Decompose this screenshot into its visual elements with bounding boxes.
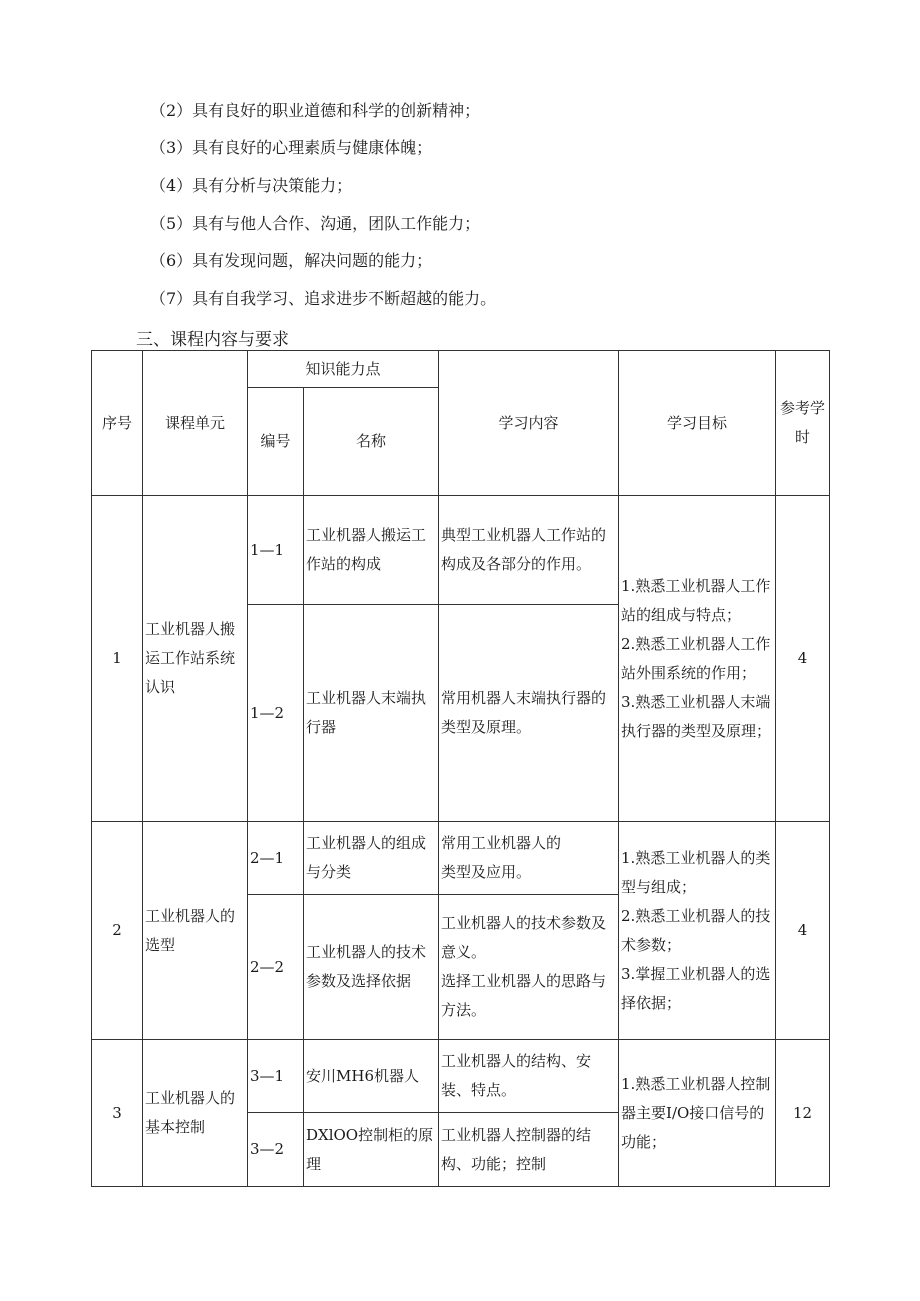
- table-row: [92, 1040, 830, 1113]
- ability-item: （4）具有分析与决策能力；: [150, 176, 353, 195]
- point-name: DXlOO控制柜的原理: [304, 1113, 439, 1187]
- header-knowledge: 知识能力点: [248, 351, 439, 388]
- header-seq: 序号: [92, 351, 143, 496]
- point-code: 2—2: [248, 895, 304, 1040]
- point-content: 工业机器人的结构、安装、特点。: [439, 1040, 619, 1113]
- section-title: 三、课程内容与要求: [136, 330, 289, 350]
- header-hours: 参考学时: [776, 351, 830, 496]
- header-content: 学习内容: [439, 351, 619, 496]
- point-content: 工业机器人的技术参数及意义。 选择工业机器人的思路与方法。: [439, 895, 619, 1040]
- unit-goal: 1.熟悉工业机器人的类型与组成； 2.熟悉工业机器人的技术参数； 3.掌握工业机器人的选择依据；: [619, 822, 776, 1040]
- point-name: 工业机器人的组成与分类: [304, 822, 439, 895]
- ability-item: （5）具有与他人合作、沟通，团队工作能力；: [150, 214, 481, 233]
- course-content-table: [91, 350, 830, 1187]
- table-row: [92, 496, 830, 605]
- point-content: 常用工业机器人的 类型及应用。: [439, 822, 619, 895]
- point-name: 工业机器人搬运工作站的构成: [304, 496, 439, 605]
- header-goal: 学习目标: [619, 351, 776, 496]
- unit-title: 工业机器人的基本控制: [143, 1040, 248, 1187]
- unit-goal: 1.熟悉工业机器人工作站的组成与特点； 2.熟悉工业机器人工作站外围系统的作用； 3.熟悉工业机器人末端执行器的类型及原理；: [619, 496, 776, 822]
- point-content: 工业机器人控制器的结构、功能；控制: [439, 1113, 619, 1187]
- ability-item: （6）具有发现问题，解决问题的能力；: [150, 251, 433, 270]
- ability-item: （7）具有自我学习、追求进步不断超越的能力。: [150, 289, 497, 308]
- point-content: 常用机器人末端执行器的类型及原理。: [439, 605, 619, 822]
- unit-goal: 1.熟悉工业机器人控制器主要I/O接口信号的功能；: [619, 1040, 776, 1187]
- unit-hours: 12: [776, 1040, 830, 1187]
- unit-hours: 4: [776, 496, 830, 822]
- point-name: 工业机器人的技术参数及选择依据: [304, 895, 439, 1040]
- point-code: 3—1: [248, 1040, 304, 1113]
- unit-hours: 4: [776, 822, 830, 1040]
- unit-seq: 3: [92, 1040, 143, 1187]
- point-code: 1—1: [248, 496, 304, 605]
- header-code: 编号: [248, 388, 304, 496]
- point-code: 2—1: [248, 822, 304, 895]
- header-name: 名称: [304, 388, 439, 496]
- ability-item: （3）具有良好的心理素质与健康体魄；: [150, 138, 433, 157]
- unit-seq: 1: [92, 496, 143, 822]
- point-code: 1—2: [248, 605, 304, 822]
- unit-title: 工业机器人的选型: [143, 822, 248, 1040]
- point-name: 工业机器人末端执行器: [304, 605, 439, 822]
- ability-item: （2）具有良好的职业道德和科学的创新精神；: [150, 101, 481, 120]
- point-content: 典型工业机器人工作站的构成及各部分的作用。: [439, 496, 619, 605]
- unit-seq: 2: [92, 822, 143, 1040]
- point-code: 3—2: [248, 1113, 304, 1187]
- point-name: 安川MH6机器人: [304, 1040, 439, 1113]
- header-unit: 课程单元: [143, 351, 248, 496]
- table-row: [92, 822, 830, 895]
- unit-title: 工业机器人搬运工作站系统认识: [143, 496, 248, 822]
